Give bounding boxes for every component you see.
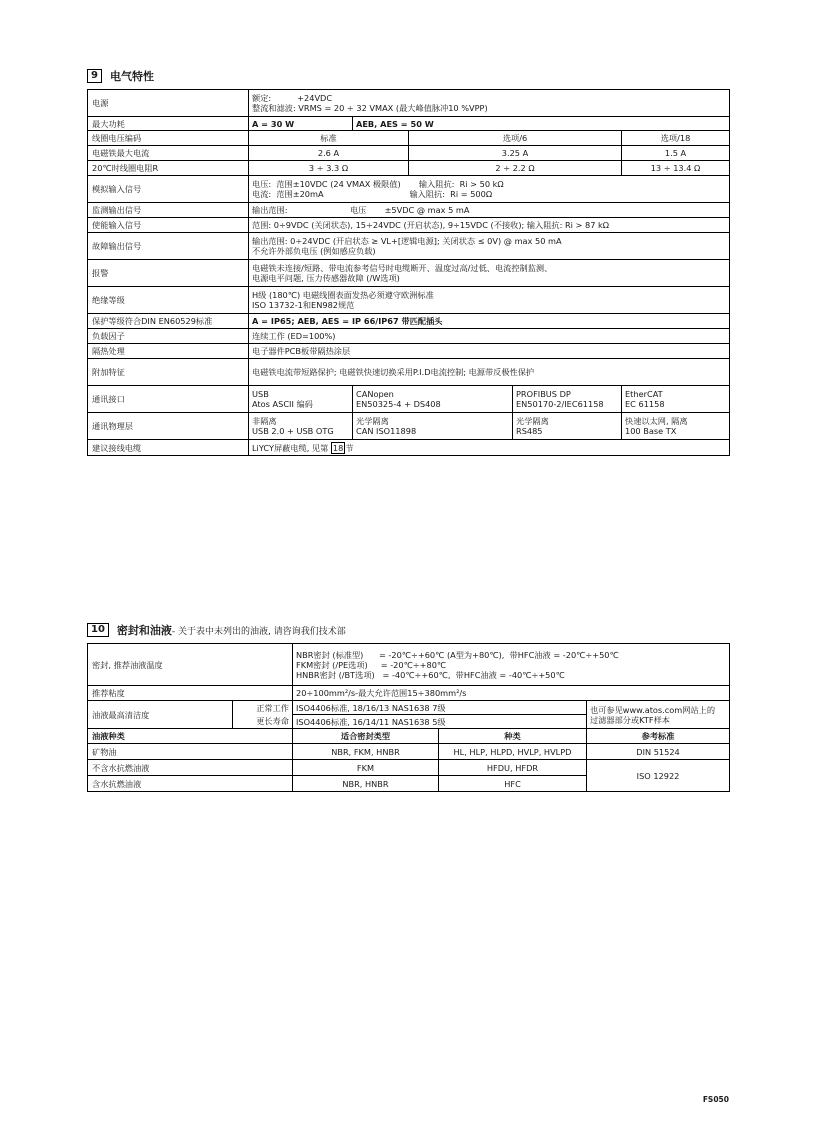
row-value: 光学隔离 CAN ISO11898 <box>353 413 513 440</box>
fluid-class: HL, HLP, HLPD, HVLP, HVLPD <box>439 744 587 760</box>
fluid-standard: ISO 12922 <box>587 760 730 792</box>
row-value: A = 30 W <box>249 117 353 131</box>
table-row <box>88 744 730 760</box>
row-value: 范围: 0÷9VDC (关闭状态), 15÷24VDC (开启状态), 9÷15VDC (不接收); 输入阻抗: Ri > 87 kΩ <box>249 218 730 233</box>
row-label: 故障输出信号 <box>88 233 249 260</box>
row-value: 3 ÷ 3.3 Ω <box>249 161 409 176</box>
table-row <box>88 644 730 686</box>
row-value: 2 ÷ 2.2 Ω <box>409 161 622 176</box>
row-value: PROFIBUS DP EN50170-2/IEC61158 <box>513 386 622 413</box>
fluid-name: 含水抗燃油液 <box>88 776 293 792</box>
section-heading: 密封和油液 <box>116 624 172 637</box>
row-value: NBR密封 (标准型) = -20℃÷+60℃ (A型为+80℃), 带HFC油液 = -20℃÷+50℃ FKM密封 (/PE选项) = -20℃÷+80℃ HNBR密封 (/BT选项) = -40℃÷+60℃, 带HFC油液 = -40℃÷+50℃ <box>293 644 730 686</box>
column-header: 油液种类 <box>88 729 293 744</box>
row-value: 连续工作 (ED=100%) <box>249 329 730 344</box>
row-value: 输出范围: 0÷24VDC (开启状态 ≥ VL+[逻辑电源]; 关闭状态 ≤ 0V) @ max 50 mA 不允许外部负电压 (例如感应负载) <box>249 233 730 260</box>
section-9-title <box>87 68 154 84</box>
row-sublabel: 正常工作 <box>233 701 293 715</box>
table-row <box>88 90 730 117</box>
table-row <box>88 760 730 776</box>
table-row <box>88 329 730 344</box>
row-value: 选项/18 <box>622 131 730 146</box>
row-label: 推荐粘度 <box>88 686 293 701</box>
row-label: 报警 <box>88 260 249 287</box>
row-value: H级 (180℃) 电磁线圈表面发热必须遵守欧洲标准 ISO 13732-1和EN982规范 <box>249 287 730 314</box>
table-row <box>88 413 730 440</box>
row-value: USB Atos ASCII 编码 <box>249 386 353 413</box>
row-value: 20÷100mm²/s-最大允许范围15÷380mm²/s <box>293 686 730 701</box>
section-heading: 电气特性 <box>109 70 154 83</box>
table-row <box>88 686 730 701</box>
row-label: 通讯物理层 <box>88 413 249 440</box>
table-row <box>88 176 730 203</box>
row-value: 非隔离 USB 2.0 + USB OTG <box>249 413 353 440</box>
section-number: 10 <box>87 623 109 637</box>
fluid-seal: NBR, HNBR <box>293 776 439 792</box>
row-label: 绝缘等级 <box>88 287 249 314</box>
row-value: 光学隔离 RS485 <box>513 413 622 440</box>
table-row <box>88 117 730 131</box>
row-label: 使能输入信号 <box>88 218 249 233</box>
table-row <box>88 233 730 260</box>
row-label: 隔热处理 <box>88 344 249 359</box>
fluid-class: HFDU, HFDR <box>439 760 587 776</box>
row-value: ISO4406标准, 18/16/13 NAS1638 7级 <box>293 701 587 715</box>
row-label: 通讯接口 <box>88 386 249 413</box>
row-value: 标准 <box>249 131 409 146</box>
row-label: 油液最高清洁度 <box>88 701 233 729</box>
row-label: 最大功耗 <box>88 117 249 131</box>
seals-table <box>87 643 730 792</box>
row-label: 建议接线电缆 <box>88 440 249 456</box>
row-value: 电磁铁未连接/短路、带电流参考信号时电缆断开、温度过高/过低、电流控制监测、 电源电平问题, 压力传感器故障 (/W选项) <box>249 260 730 287</box>
table-row <box>88 218 730 233</box>
row-label: 20℃时线圈电阻R <box>88 161 249 176</box>
column-header: 适合密封类型 <box>293 729 439 744</box>
fluid-seal: FKM <box>293 760 439 776</box>
row-value: 2.6 A <box>249 146 409 161</box>
table-row <box>88 344 730 359</box>
section-note: - 关于表中未列出的油液, 请咨询我们技术部 <box>171 626 346 637</box>
row-label: 负载因子 <box>88 329 249 344</box>
section-number: 9 <box>87 69 102 83</box>
column-header: 种类 <box>439 729 587 744</box>
row-value: 1.5 A <box>622 146 730 161</box>
table-row <box>88 701 730 715</box>
row-value: 电压: 范围±10VDC (24 VMAX 极限值) 输入阻抗: Ri > 50 kΩ 电流: 范围±20mA 输入阻抗: Ri = 500Ω <box>249 176 730 203</box>
table-row <box>88 729 730 744</box>
row-sublabel: 更长寿命 <box>233 715 293 729</box>
row-value: 选项/6 <box>409 131 622 146</box>
row-value: 额定: +24VDC 整流和滤波: VRMS = 20 ÷ 32 VMAX (最大峰值脉冲10 %VPP) <box>249 90 730 117</box>
fluid-seal: NBR, FKM, HNBR <box>293 744 439 760</box>
section-10-title <box>87 622 346 638</box>
row-value: 快速以太网, 隔离 100 Base TX <box>622 413 730 440</box>
row-label: 电磁铁最大电流 <box>88 146 249 161</box>
table-row <box>88 161 730 176</box>
table-row <box>88 386 730 413</box>
row-value: AEB, AES = 50 W <box>353 117 730 131</box>
table-row <box>88 146 730 161</box>
row-value: CANopen EN50325-4 + DS408 <box>353 386 513 413</box>
row-value: 电磁铁电流带短路保护; 电磁铁快速切换采用P.I.D电流控制; 电源带反极性保护 <box>249 359 730 386</box>
fluid-standard: DIN 51524 <box>587 744 730 760</box>
section-ref-link[interactable]: 18 <box>332 442 344 453</box>
table-row <box>88 314 730 329</box>
row-label: 监测输出信号 <box>88 203 249 218</box>
table-row <box>88 260 730 287</box>
table-row <box>88 440 730 456</box>
row-value: 电子器件PCB板带隔热涂层 <box>249 344 730 359</box>
row-label: 模拟输入信号 <box>88 176 249 203</box>
row-label: 附加特征 <box>88 359 249 386</box>
row-value: A = IP65; AEB, AES = IP 66/IP67 带匹配插头 <box>249 314 730 329</box>
table-row <box>88 287 730 314</box>
row-label: 密封, 推荐油液温度 <box>88 644 293 686</box>
row-label: 线圈电压编码 <box>88 131 249 146</box>
row-note: 也可参见www.atos.com网站上的 过滤器部分或KTF样本 <box>587 701 730 729</box>
row-value: 13 ÷ 13.4 Ω <box>622 161 730 176</box>
table-row <box>88 359 730 386</box>
page-code: FS050 <box>702 1095 729 1104</box>
row-value: LiYCY屏蔽电缆, 见第 18 节 <box>249 440 730 456</box>
row-value: EtherCAT EC 61158 <box>622 386 730 413</box>
row-value: 输出范围: 电压 ±5VDC @ max 5 mA <box>249 203 730 218</box>
fluid-name: 矿物油 <box>88 744 293 760</box>
row-label: 保护等级符合DIN EN60529标准 <box>88 314 249 329</box>
fluid-class: HFC <box>439 776 587 792</box>
table-row <box>88 131 730 146</box>
electrical-table <box>87 89 730 456</box>
column-header: 参考标准 <box>587 729 730 744</box>
fluid-name: 不含水抗燃油液 <box>88 760 293 776</box>
table-row <box>88 203 730 218</box>
row-value: 3.25 A <box>409 146 622 161</box>
row-label: 电源 <box>88 90 249 117</box>
row-value: ISO4406标准, 16/14/11 NAS1638 5级 <box>293 715 587 729</box>
